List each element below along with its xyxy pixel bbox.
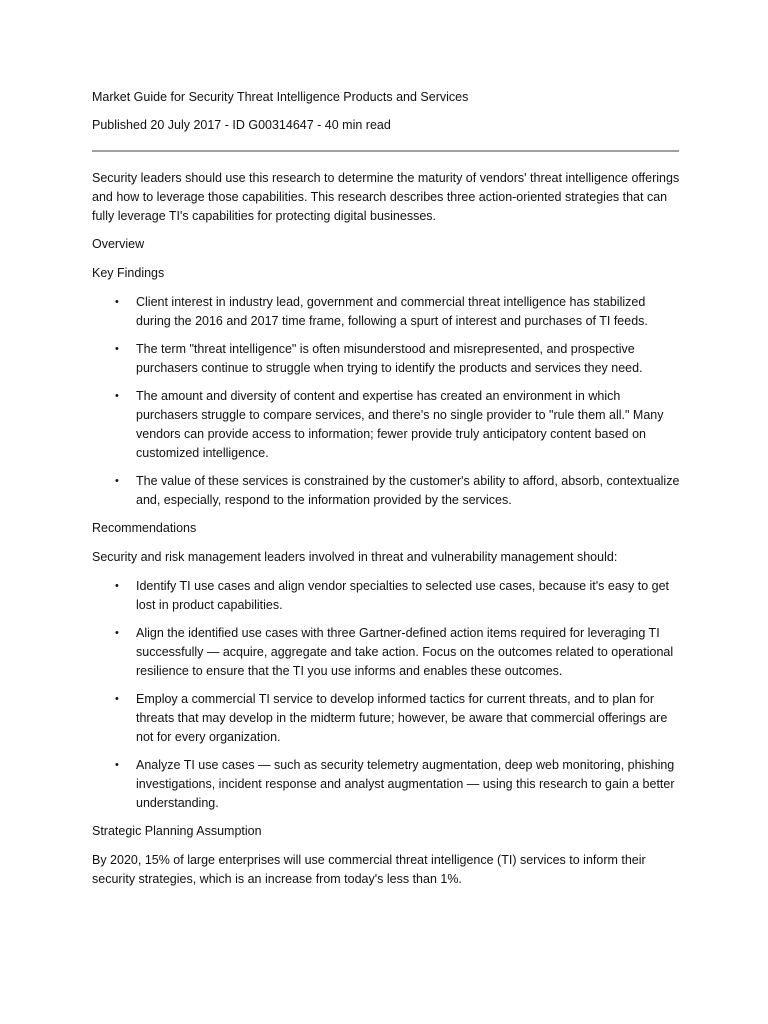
strategic-planning-text: By 2020, 15% of large enterprises will use commercial threat intelligence (TI) services to inform their security strategies, which is an increase from today's less than 1%. xyxy=(92,853,646,886)
recommendations-intro: Security and risk management leaders involved in threat and vulnerability management should: xyxy=(92,550,618,564)
list-item-text: Employ a commercial TI service to develop informed tactics for current threats, and to plan for threats that may develop in the midterm future; however, be aware that commercial offerings are not for every organization. xyxy=(136,692,668,744)
publication-info: Published 20 July 2017 - ID G00314647 - 40 min read xyxy=(92,118,391,132)
list-item xyxy=(92,340,682,378)
key-findings-list xyxy=(92,293,682,510)
list-item xyxy=(92,472,682,510)
horizontal-divider xyxy=(92,150,679,152)
list-item-text: Identify TI use cases and align vendor specialties to selected use cases, because it's easy to get lost in product capabilities. xyxy=(136,579,670,612)
list-item-text: The value of these services is constrained by the customer's ability to afford, absorb, contextualize and, especially, respond to the information provided by the services. xyxy=(136,474,680,507)
list-item xyxy=(92,293,682,331)
recommendations-list xyxy=(92,577,682,813)
document-page xyxy=(92,88,682,898)
overview-heading: Overview xyxy=(92,237,145,251)
bullet-icon: • xyxy=(115,343,119,355)
bullet-icon: • xyxy=(115,296,119,308)
list-item xyxy=(92,577,682,615)
bullet-icon: • xyxy=(115,390,119,402)
list-item xyxy=(92,624,682,681)
list-item xyxy=(92,690,682,747)
list-item xyxy=(92,756,682,813)
bullet-icon: • xyxy=(115,759,119,771)
key-findings-heading: Key Findings xyxy=(92,266,165,280)
list-item-text: The term "threat intelligence" is often misunderstood and misrepresented, and prospective purchasers continue to struggle when trying to identify the products and services they need. xyxy=(136,342,643,375)
bullet-icon: • xyxy=(115,475,119,487)
bullet-icon: • xyxy=(115,580,119,592)
recommendations-heading: Recommendations xyxy=(92,521,197,535)
list-item xyxy=(92,387,682,463)
list-item-text: Analyze TI use cases — such as security telemetry augmentation, deep web monitoring, phishing investigations, incident response and analyst augmentation — using this research to gain a better understanding. xyxy=(136,758,675,810)
bullet-icon: • xyxy=(115,627,119,639)
bullet-icon: • xyxy=(115,693,119,705)
list-item-text: Client interest in industry lead, government and commercial threat intelligence has stabilized during the 2016 and 2017 time frame, following a spurt of interest and purchases of TI feeds. xyxy=(136,295,648,328)
strategic-planning-heading: Strategic Planning Assumption xyxy=(92,824,262,838)
summary-paragraph: Security leaders should use this research to determine the maturity of vendors' threat intelligence offerings and how to leverage those capabilities. This research describes three action-oriented strategies that can fully leverage TI's capabilities for protecting digital businesses. xyxy=(92,171,680,223)
list-item-text: Align the identified use cases with three Gartner-defined action items required for leveraging TI successfully — acquire, aggregate and take action. Focus on the outcomes related to operational resilience to ensure that the TI you use informs and enables these outcomes. xyxy=(136,626,674,678)
document-title: Market Guide for Security Threat Intelligence Products and Services xyxy=(92,90,469,104)
list-item-text: The amount and diversity of content and expertise has created an environment in which purchasers struggle to compare services, and there's no single provider to "rule them all." Many vendors can provide access to information; fewer provide truly anticipatory content based on customized intelligence. xyxy=(136,389,664,460)
